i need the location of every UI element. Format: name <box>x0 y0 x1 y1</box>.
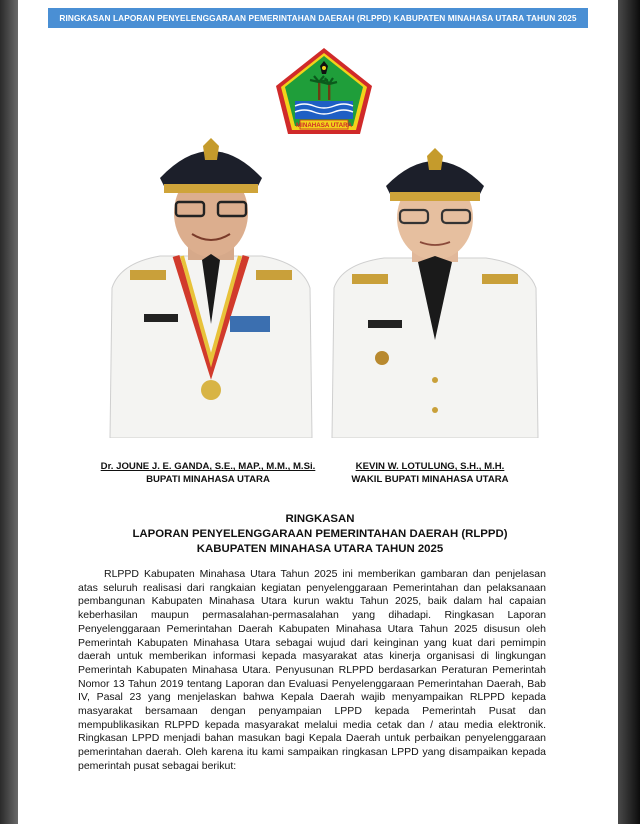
official-bupati-title: BUPATI MINAHASA UTARA <box>146 474 270 485</box>
official-wakil-bupati <box>330 460 530 486</box>
official-bupati-name: Dr. JOUNE J. E. GANDA, S.E., MAP., M.M., M.Si. <box>100 461 316 472</box>
title-line-1: RINGKASAN <box>285 513 355 525</box>
body-paragraph: RLPPD Kabupaten Minahasa Utara Tahun 2025 ini memberikan gambaran dan penjelasan atas seluruh realisasi dari rangkaian kegiatan penyelenggaraan Pemerintahan dan pelaksanaan pembangunan Kabupaten Minahasa Utara kurun waktu Tahun 2025, baik dalam hal capaian keberhasilan maupun permasalahan-permasalahan yang dihadapi. Ringkasan Laporan Penyelenggaraan Pemerintahan Daerah Kabupaten Minahasa Utara Tahun 2025 disusun oleh Pemerintah Kabupaten Minahasa Utara sebagai wujud dari keinginan yang kuat dari pemimpin daerah untuk memberikan informasi kepada masyarakat atas kinerja organisasi di lingkungan Pemerintah Kabupaten Minahasa Utara. Penyusunan RLPPD berdasarkan Peraturan Pemerintah Nomor 13 Tahun 2019 tentang Laporan dan Evaluasi Penyelenggaraan Pemerintahan Daerah, Bab IV, Pasal 23 yang menjelaskan bahwa Kepala Daerah wajib menyampaikan RLPPD kepada masyarakat bersamaan dengan penyampaian LPPD kepada Pemerintah Pusat dan mempublikasikan RLPPD kepada masyarakat melalui media cetak dan / atau media elektronik. Ringkasan LPPD menjadi bahan masukan bagi Kepala Daerah untuk perbaikan penyelenggaraan pemerintahan daerah. Oleh karena itu kami sampaikan ringkasan LPPD yang disampaikan kepada pemerintah pusat sebagai berikut: <box>78 568 546 772</box>
logo-label: MINAHASA UTARA <box>295 122 353 129</box>
page-right-edge <box>618 0 640 824</box>
official-bupati <box>78 460 338 486</box>
title-line-3: KABUPATEN MINAHASA UTARA TAHUN 2025 <box>196 543 444 555</box>
official-wakil-bupati-title: WAKIL BUPATI MINAHASA UTARA <box>351 474 509 485</box>
wakil-bupati-portrait <box>320 140 550 438</box>
header-banner: RINGKASAN LAPORAN PENYELENGGARAAN PEMERINTAHAN DAERAH (RLPPD) KABUPATEN MINAHASA UTARA TAHUN 2025 <box>48 8 588 28</box>
title-line-2: LAPORAN PENYELENGGARAAN PEMERINTAHAN DAERAH (RLPPD) <box>132 528 508 540</box>
page-left-edge <box>0 0 18 824</box>
bupati-portrait <box>100 128 322 438</box>
document-title <box>60 512 580 557</box>
official-wakil-bupati-name: KEVIN W. LOTULUNG, S.H., M.H. <box>355 461 505 472</box>
